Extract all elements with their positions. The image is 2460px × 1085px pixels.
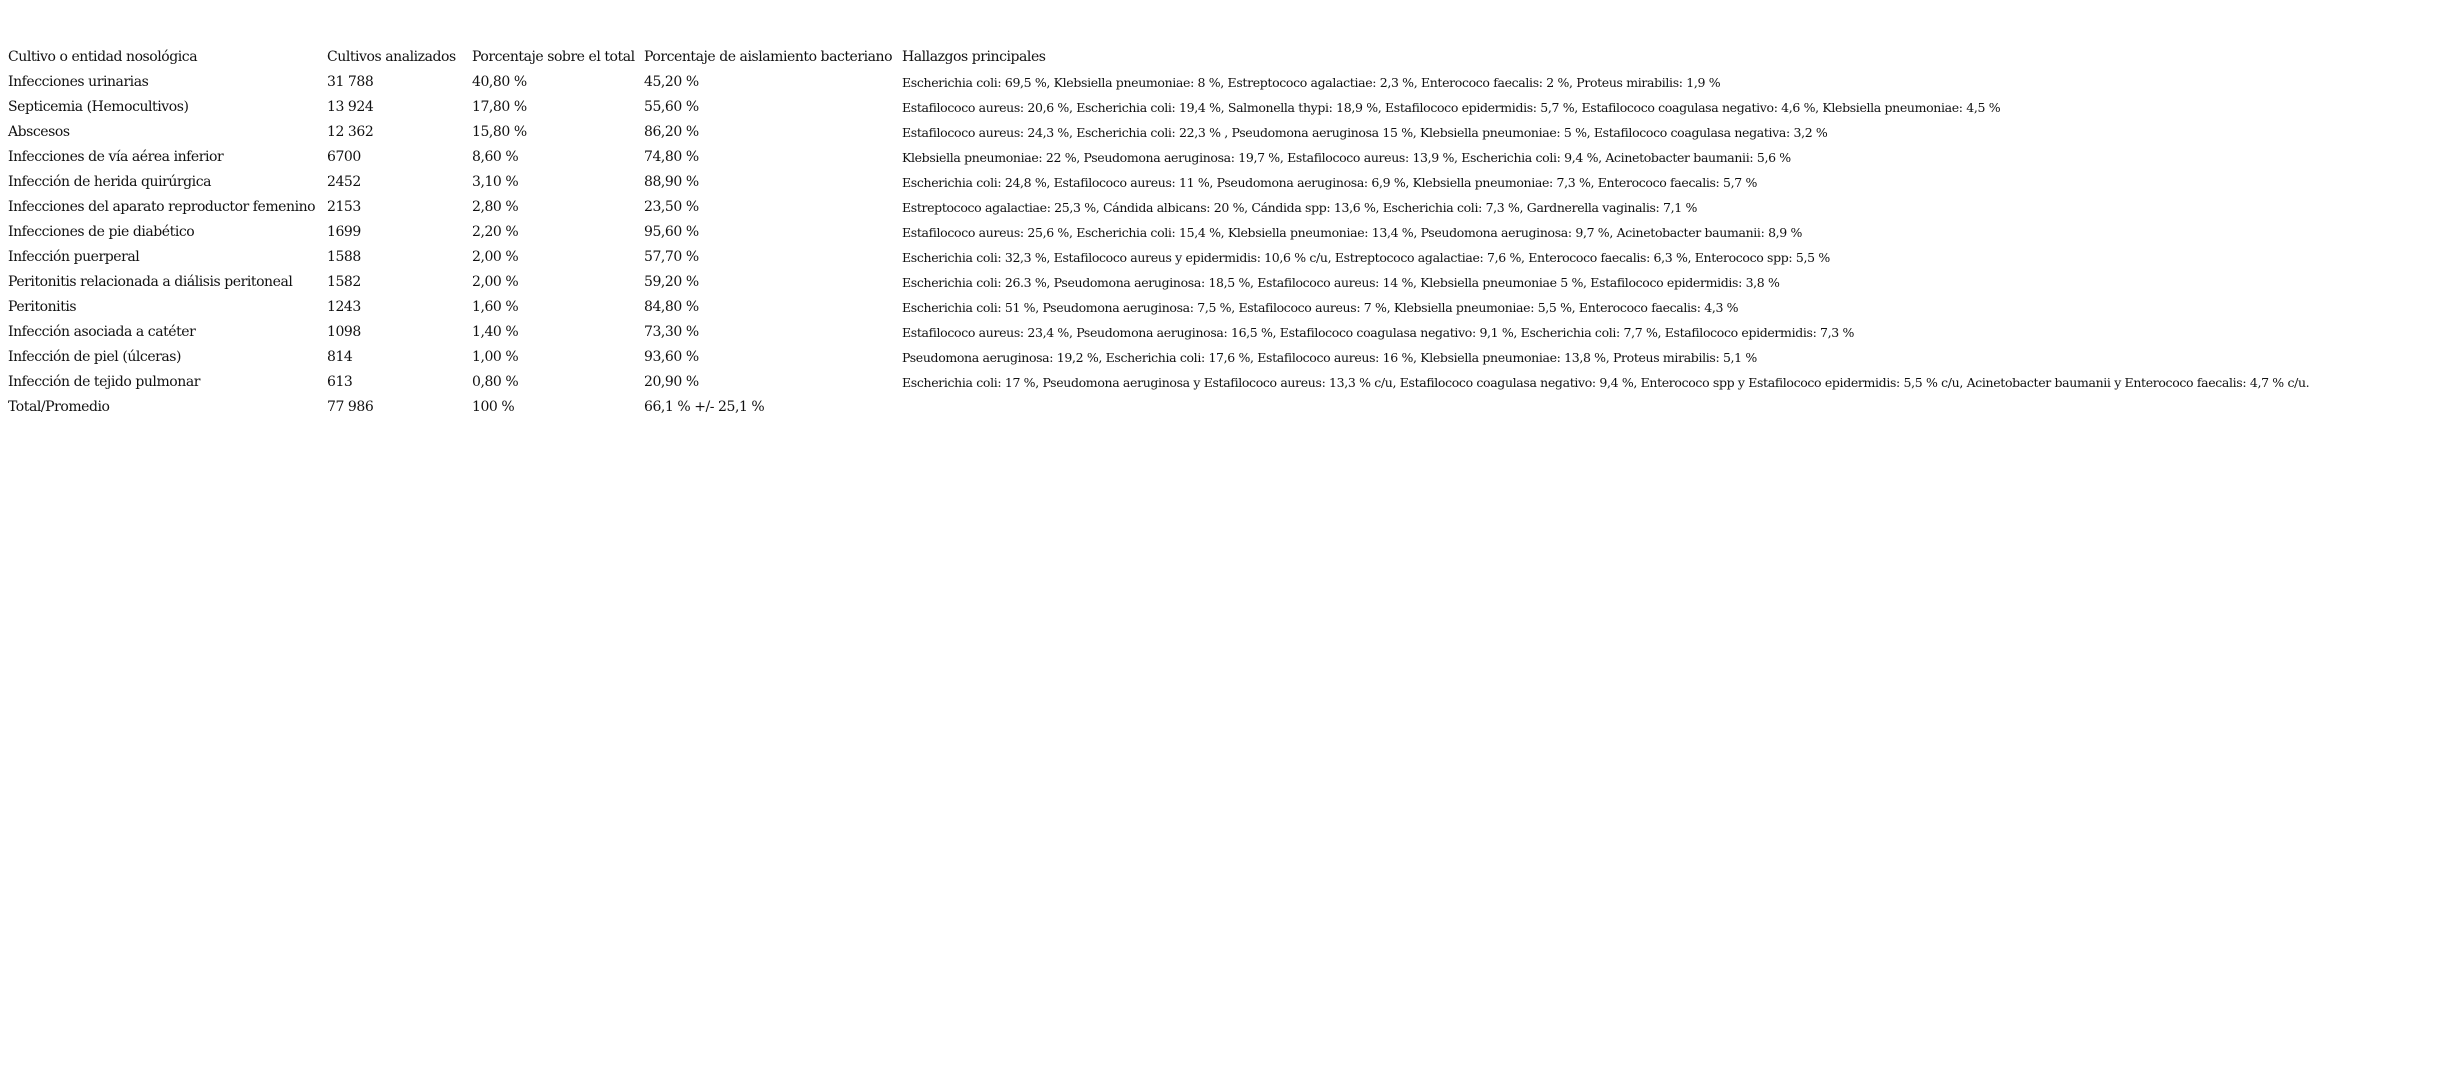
table-row bbox=[8, 270, 2458, 295]
cell-culture: Peritonitis bbox=[8, 299, 77, 315]
cell-culture: Infección de piel (úlceras) bbox=[8, 349, 182, 365]
cell-percent-isolation: 74,80 % bbox=[644, 149, 699, 165]
header-percent-isolation: Porcentaje de aislamiento bacteriano bbox=[644, 49, 893, 65]
cell-cultures-analyzed: 6700 bbox=[327, 149, 361, 165]
cell-cultures-analyzed: 77 986 bbox=[327, 399, 374, 415]
cell-percent-total: 1,00 % bbox=[472, 349, 519, 365]
cell-percent-total: 0,80 % bbox=[472, 374, 519, 390]
cell-culture: Infección puerperal bbox=[8, 249, 140, 265]
cell-main-findings: Escherichia coli: 69,5 %, Klebsiella pneumoniae: 8 %, Estreptococo agalactiae: 2,3 %, Enterococo faecalis: 2 %, Proteus mirabilis: 1,9 % bbox=[902, 75, 1721, 90]
cell-main-findings: Escherichia coli: 51 %, Pseudomona aeruginosa: 7,5 %, Estafilococo aureus: 7 %, Klebsiella pneumoniae: 5,5 %, Enterococo faecalis: 4,3 % bbox=[902, 300, 1739, 315]
table-row bbox=[8, 95, 2458, 120]
cell-percent-total: 2,20 % bbox=[472, 224, 519, 240]
cell-percent-isolation: 45,20 % bbox=[644, 74, 699, 90]
cell-percent-total: 17,80 % bbox=[472, 99, 527, 115]
cell-main-findings: Estreptococo agalactiae: 25,3 %, Cándida albicans: 20 %, Cándida spp: 13,6 %, Escherichia coli: 7,3 %, Gardnerella vaginalis: 7,1 % bbox=[902, 200, 1698, 215]
cell-main-findings: Klebsiella pneumoniae: 22 %, Pseudomona aeruginosa: 19,7 %, Estafilococo aureus: 13,9 %, Escherichia coli: 9,4 %, Acinetobacter baumanii: 5,6 % bbox=[902, 150, 1791, 165]
header-percent-total: Porcentaje sobre el total bbox=[472, 49, 635, 65]
table-row bbox=[8, 120, 2458, 145]
cell-cultures-analyzed: 2452 bbox=[327, 174, 361, 190]
culture-findings-table bbox=[8, 45, 2458, 420]
cell-main-findings: Escherichia coli: 26.3 %, Pseudomona aeruginosa: 18,5 %, Estafilococo aureus: 14 %, Klebsiella pneumoniae 5 %, Estafilococo epidermidis: 3,8 % bbox=[902, 275, 1780, 290]
cell-main-findings: Pseudomona aeruginosa: 19,2 %, Escherichia coli: 17,6 %, Estafilococo aureus: 16 %, Klebsiella pneumoniae: 13,8 %, Proteus mirabilis: 5,1 % bbox=[902, 350, 1757, 365]
header-main-findings: Hallazgos principales bbox=[902, 49, 1046, 65]
cell-cultures-analyzed: 1243 bbox=[327, 299, 361, 315]
table-header bbox=[8, 45, 2458, 70]
table-row bbox=[8, 220, 2458, 245]
cell-main-findings: Estafilococo aureus: 25,6 %, Escherichia coli: 15,4 %, Klebsiella pneumoniae: 13,4 %, Pseudomona aeruginosa: 9,7 %, Acinetobacter baumanii: 8,9 % bbox=[902, 225, 1803, 240]
cell-culture: Peritonitis relacionada a diálisis peritoneal bbox=[8, 274, 293, 290]
cell-cultures-analyzed: 1098 bbox=[327, 324, 361, 340]
cell-main-findings: Escherichia coli: 17 %, Pseudomona aeruginosa y Estafilococo aureus: 13,3 % c/u, Estafilococo coagulasa negativo: 9,4 %, Enterococo spp y Estafilococo epidermidis: 5,5 % c/u, Acinetobacter baumanii y Enterococo faecalis: 4,7 % c/u. bbox=[902, 375, 2310, 390]
cell-cultures-analyzed: 613 bbox=[327, 374, 353, 390]
cell-percent-total: 8,60 % bbox=[472, 149, 519, 165]
cell-main-findings: Estafilococo aureus: 24,3 %, Escherichia coli: 22,3 % , Pseudomona aeruginosa 15 %, Klebsiella pneumoniae: 5 %, Estafilococo coagulasa negativa: 3,2 % bbox=[902, 125, 1828, 140]
cell-main-findings bbox=[902, 395, 2458, 420]
header-culture: Cultivo o entidad nosológica bbox=[8, 49, 198, 65]
cell-culture: Infecciones de pie diabético bbox=[8, 224, 195, 240]
cell-percent-total: 1,60 % bbox=[472, 299, 519, 315]
table-row-total bbox=[8, 395, 2458, 420]
cell-percent-isolation: 55,60 % bbox=[644, 99, 699, 115]
cell-percent-total: 3,10 % bbox=[472, 174, 519, 190]
table-body bbox=[8, 70, 2458, 420]
cell-percent-total: 100 % bbox=[472, 399, 515, 415]
cell-percent-total: 15,80 % bbox=[472, 124, 527, 140]
cell-percent-isolation: 20,90 % bbox=[644, 374, 699, 390]
cell-percent-isolation: 23,50 % bbox=[644, 199, 699, 215]
cell-main-findings: Escherichia coli: 24,8 %, Estafilococo aureus: 11 %, Pseudomona aeruginosa: 6,9 %, Klebsiella pneumoniae: 7,3 %, Enterococo faecalis: 5,7 % bbox=[902, 175, 1758, 190]
cell-percent-total: 2,00 % bbox=[472, 249, 519, 265]
cell-percent-total: 2,00 % bbox=[472, 274, 519, 290]
table-row bbox=[8, 195, 2458, 220]
cell-percent-total: 40,80 % bbox=[472, 74, 527, 90]
table-row bbox=[8, 145, 2458, 170]
cell-percent-isolation: 59,20 % bbox=[644, 274, 699, 290]
cell-culture: Septicemia (Hemocultivos) bbox=[8, 99, 189, 115]
cell-cultures-analyzed: 1582 bbox=[327, 274, 361, 290]
cell-cultures-analyzed: 2153 bbox=[327, 199, 361, 215]
cell-percent-isolation: 88,90 % bbox=[644, 174, 699, 190]
cell-cultures-analyzed: 1699 bbox=[327, 224, 361, 240]
cell-percent-isolation: 93,60 % bbox=[644, 349, 699, 365]
cell-culture: Infecciones urinarias bbox=[8, 74, 149, 90]
cell-percent-isolation: 86,20 % bbox=[644, 124, 699, 140]
cell-main-findings: Escherichia coli: 32,3 %, Estafilococo aureus y epidermidis: 10,6 % c/u, Estreptococo agalactiae: 7,6 %, Enterococo faecalis: 6,3 %, Enterococo spp: 5,5 % bbox=[902, 250, 1830, 265]
table-row bbox=[8, 170, 2458, 195]
cell-percent-total: 2,80 % bbox=[472, 199, 519, 215]
header-row bbox=[8, 45, 2458, 70]
cell-culture: Abscesos bbox=[8, 124, 70, 140]
cell-culture: Infección de tejido pulmonar bbox=[8, 374, 200, 390]
table-row bbox=[8, 320, 2458, 345]
cell-main-findings: Estafilococo aureus: 23,4 %, Pseudomona aeruginosa: 16,5 %, Estafilococo coagulasa negativo: 9,1 %, Escherichia coli: 7,7 %, Estafilococo epidermidis: 7,3 % bbox=[902, 325, 1855, 340]
cell-percent-isolation: 95,60 % bbox=[644, 224, 699, 240]
cell-cultures-analyzed: 13 924 bbox=[327, 99, 374, 115]
header-cultures-analyzed: Cultivos analizados bbox=[327, 49, 456, 65]
table-row bbox=[8, 370, 2458, 395]
cell-cultures-analyzed: 31 788 bbox=[327, 74, 374, 90]
cell-culture: Infección de herida quirúrgica bbox=[8, 174, 211, 190]
cell-percent-total: 1,40 % bbox=[472, 324, 519, 340]
cell-culture: Total/Promedio bbox=[8, 399, 110, 415]
cell-main-findings: Estafilococo aureus: 20,6 %, Escherichia coli: 19,4 %, Salmonella thypi: 18,9 %, Estafilococo epidermidis: 5,7 %, Estafilococo coagulasa negativo: 4,6 %, Klebsiella pneumoniae: 4,5 % bbox=[902, 100, 2001, 115]
table-row bbox=[8, 295, 2458, 320]
cell-culture: Infecciones de vía aérea inferior bbox=[8, 149, 224, 165]
cell-cultures-analyzed: 1588 bbox=[327, 249, 361, 265]
cell-culture: Infecciones del aparato reproductor femenino bbox=[8, 199, 316, 215]
table-row bbox=[8, 70, 2458, 95]
cell-cultures-analyzed: 814 bbox=[327, 349, 353, 365]
cell-percent-isolation: 84,80 % bbox=[644, 299, 699, 315]
cell-percent-isolation: 66,1 % +/- 25,1 % bbox=[644, 399, 765, 415]
cell-percent-isolation: 57,70 % bbox=[644, 249, 699, 265]
cell-culture: Infección asociada a catéter bbox=[8, 324, 196, 340]
table-row bbox=[8, 245, 2458, 270]
table-row bbox=[8, 345, 2458, 370]
cell-percent-isolation: 73,30 % bbox=[644, 324, 699, 340]
cell-cultures-analyzed: 12 362 bbox=[327, 124, 374, 140]
